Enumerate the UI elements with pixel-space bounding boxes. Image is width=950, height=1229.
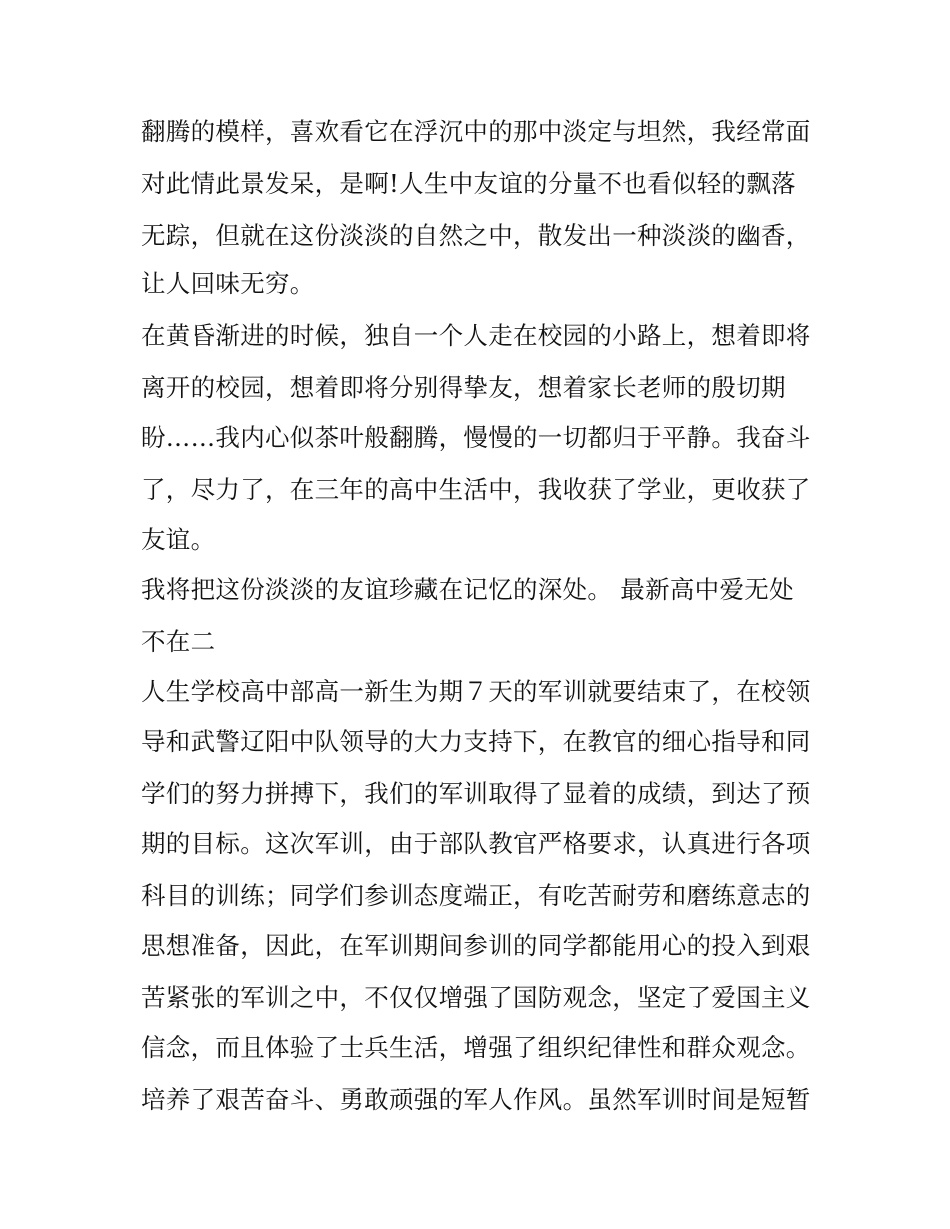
text-line: 苦紧张的军训之中，不仅仅增强了国防观念，坚定了爱国主义 [141, 983, 811, 1012]
text-line: 离开的校园，想着即将分别得挚友，想着家长老师的殷切期 [141, 373, 786, 402]
text-line: 在黄昏渐进的时候，独自一个人走在校园的小路上，想着即将 [141, 321, 811, 350]
text-line: 人生学校高中部高一新生为期７天的军训就要结束了，在校领 [141, 677, 811, 706]
text-line: 思想准备，因此，在军训期间参训的同学都能用心的投入到艰 [141, 931, 811, 960]
text-line: 无踪，但就在这份淡淡的自然之中，散发出一种淡淡的幽香， [141, 221, 811, 250]
text-line: 翻腾的模样，喜欢看它在浮沉中的那中淡定与坦然，我经常面 [141, 117, 811, 146]
text-line: 了，尽力了，在三年的高中生活中，我收获了学业，更收获了 [141, 475, 811, 504]
text-line: 友谊。 [141, 525, 216, 554]
text-line: 科目的训练；同学们参训态度端正，有吃苦耐劳和磨练意志的 [141, 881, 811, 910]
text-line: 学们的努力拼搏下，我们的军训取得了显着的成绩，到达了预 [141, 779, 811, 808]
text-line: 不在二 [141, 627, 216, 656]
text-line: 期的目标。这次军训，由于部队教官严格要求，认真进行各项 [141, 829, 811, 858]
text-line: 信念，而且体验了士兵生活，增强了组织纪律性和群众观念。 [141, 1033, 811, 1062]
text-line: 培养了艰苦奋斗、勇敢顽强的军人作风。虽然军训时间是短暂 [141, 1085, 811, 1114]
text-line: 盼……我内心似茶叶般翻腾，慢慢的一切都归于平静。我奋斗 [141, 423, 811, 452]
text-line: 让人回味无穷。 [141, 269, 315, 298]
text-line: 我将把这份淡淡的友谊珍藏在记忆的深处。 最新高中爱无处 [141, 575, 794, 604]
text-line: 对此情此景发呆，是啊!人生中友谊的分量不也看似轻的飘落 [141, 169, 796, 198]
text-line: 导和武警辽阳中队领导的大力支持下，在教官的细心指导和同 [141, 727, 811, 756]
